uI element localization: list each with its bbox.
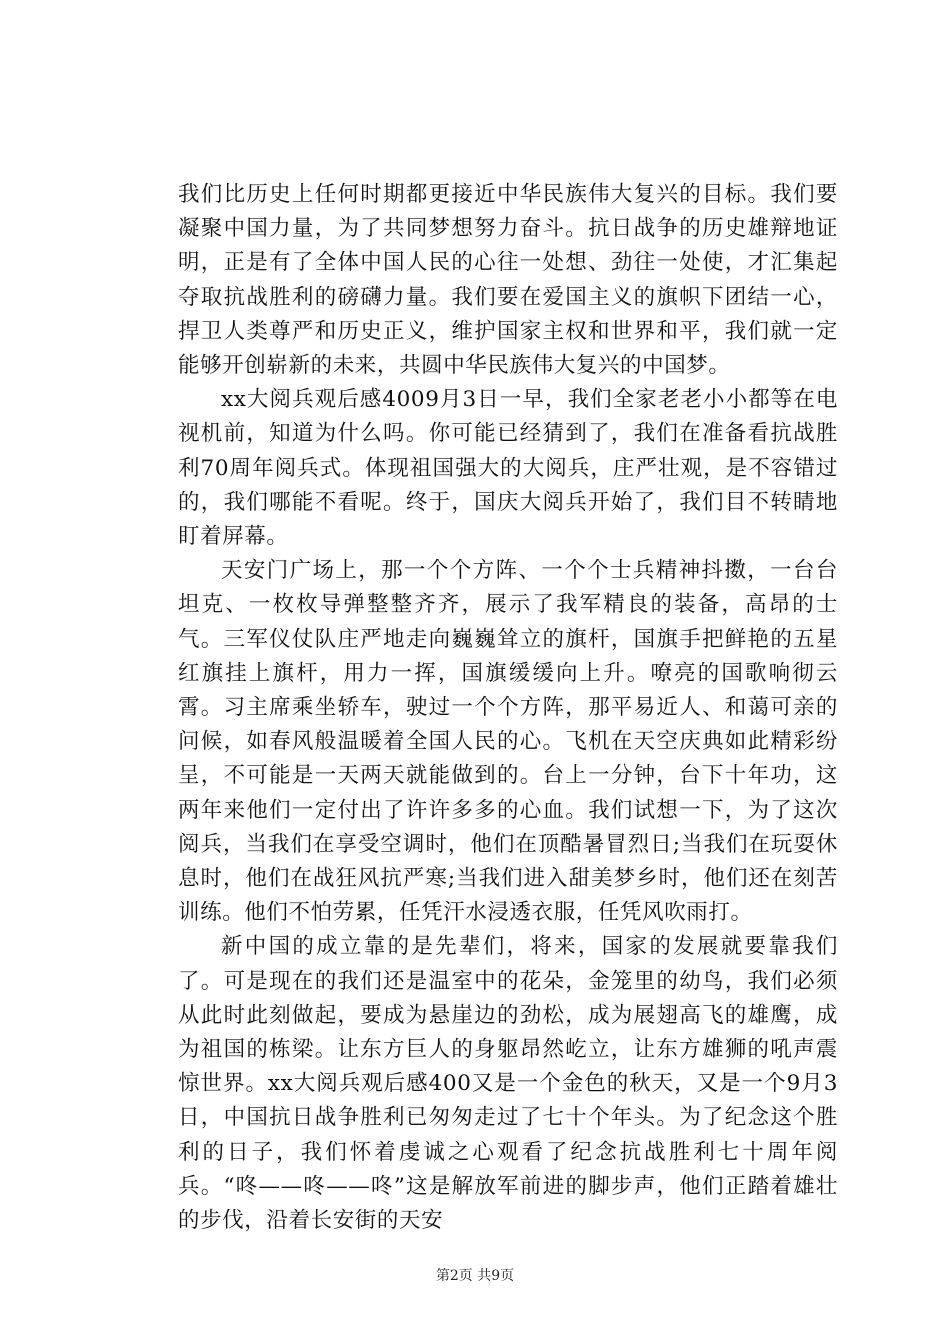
page-number-footer: 第2页 共9页	[435, 1268, 515, 1284]
document-body	[178, 178, 838, 1238]
paragraph-tiananmen-square: 天安门广场上，那一个个方阵、一个个士兵精神抖擞，一台台坦克、一枚枚导弹整整齐齐，展示了我军精良的装备，高昂的士气。三军仪仗队庄严地走向巍巍耸立的旗杆，国旗手把鲜艳的五星红旗挂上旗杆，用力一挥，国旗缓缓向上升。嘹亮的国歌响彻云霄。习主席乘坐轿车，驶过一个个方阵，那平易近人、和蔼可亲的问候，如春风般温暖着全国人民的心。飞机在天空庆典如此精彩纷呈，不可能是一天两天就能做到的。台上一分钟，台下十年功，这两年来他们一定付出了许许多多的心血。我们试想一下，为了这次阅兵，当我们在享受空调时，他们在顶酷暑冒烈日;当我们在玩耍休息时，他们在战狂风抗严寒;当我们进入甜美梦乡时，他们还在刻苦训练。他们不怕劳累，任凭汗水浸透衣服，任凭风吹雨打。	[178, 558, 838, 926]
paragraph-parade-morning: xx大阅兵观后感4009月3日一早，我们全家老老小小都等在电视机前，知道为什么吗。你可能已经猜到了，我们在准备看抗战胜利70周年阅兵式。体现祖国强大的大阅兵，庄严壮观，是不容错过的，我们哪能不看呢。终于，国庆大阅兵开始了，我们目不转睛地盯着屏幕。	[178, 387, 838, 550]
paragraph-continuation: 我们比历史上任何时期都更接近中华民族伟大复兴的目标。我们要凝聚中国力量，为了共同梦想努力奋斗。抗日战争的历史雄辩地证明，正是有了全体中国人民的心往一处想、劲往一处使，才汇集起夺取抗战胜利的磅礴力量。我们要在爱国主义的旗帜下团结一心，捍卫人类尊严和历史正义，维护国家主权和世界和平，我们就一定能够开创崭新的未来，共圆中华民族伟大复兴的中国梦。	[178, 182, 838, 379]
paragraph-new-china: 新中国的成立靠的是先辈们，将来，国家的发展就要靠我们了。可是现在的我们还是温室中的花朵，金笼里的幼鸟，我们必须从此时此刻做起，要成为悬崖边的劲松，成为展翅高飞的雄鹰，成为祖国的栋梁。让东方巨人的身躯昂然屹立，让东方雄狮的吼声震惊世界。xx大阅兵观后感400又是一个金色的秋天，又是一个9月3日，中国抗日战争胜利已匆匆走过了七十个年头。为了纪念这个胜利的日子，我们怀着虔诚之心观看了纪念抗战胜利七十周年阅兵。“咚——咚——咚”这是解放军前进的脚步声，他们正踏着雄壮的步伐，沿着长安街的天安	[178, 934, 838, 1234]
